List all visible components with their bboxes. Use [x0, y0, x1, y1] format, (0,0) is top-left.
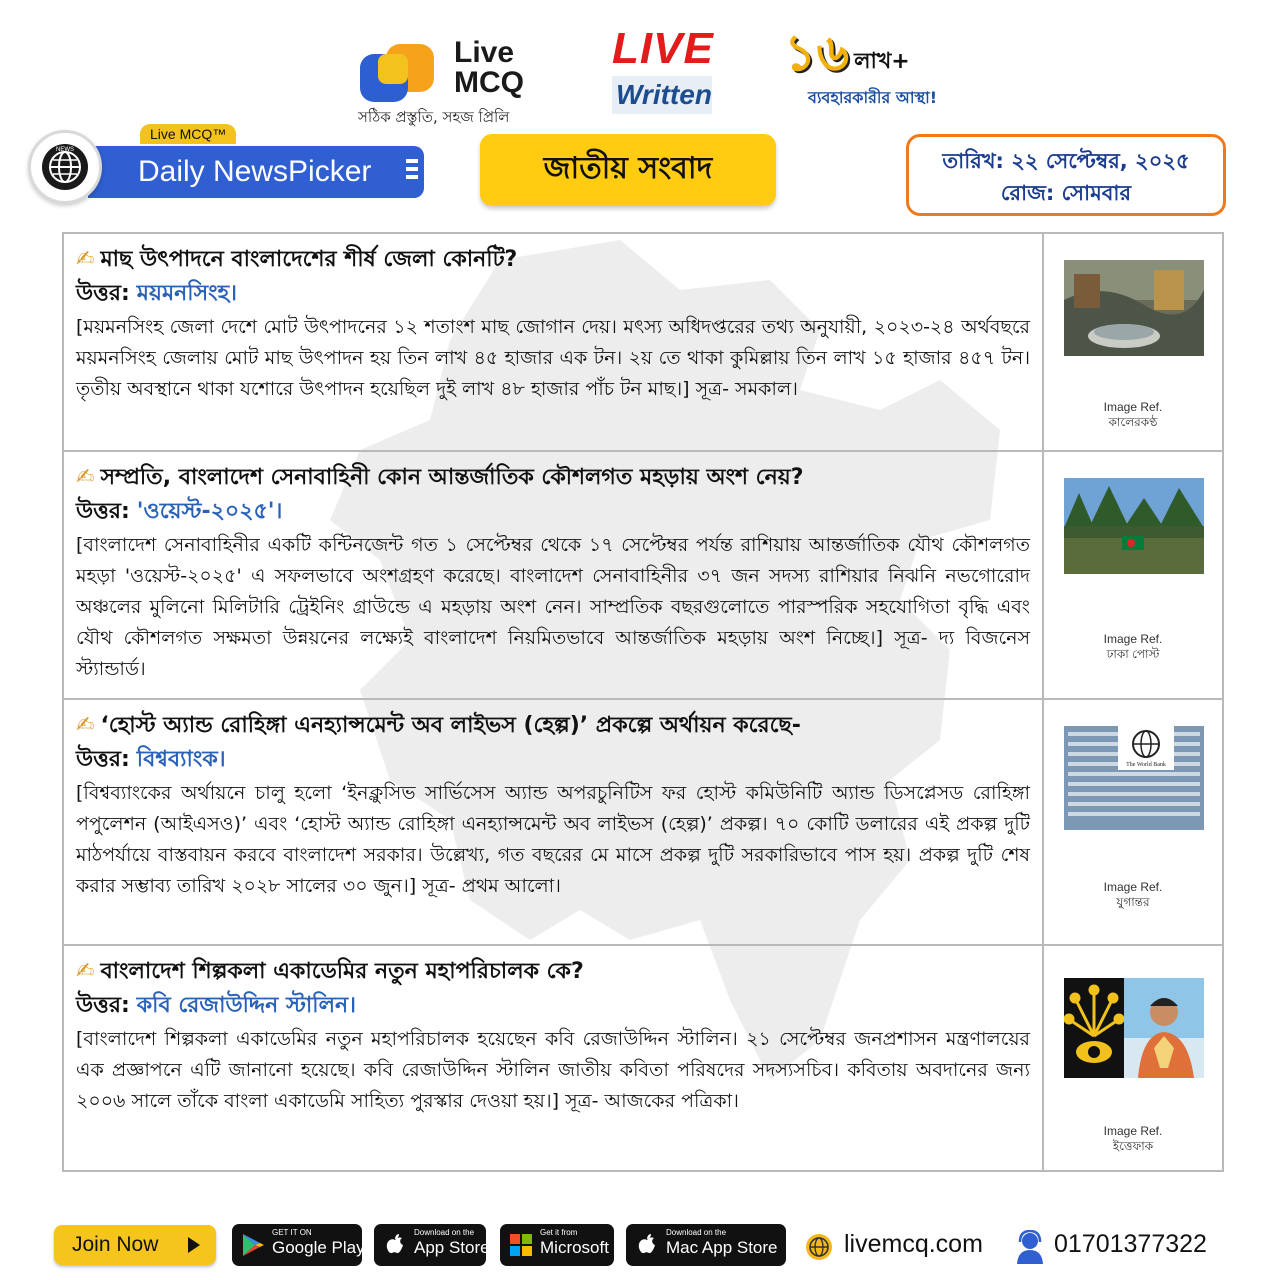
svg-text:NEWS: NEWS: [56, 147, 74, 153]
menu-lines-icon: [406, 159, 418, 183]
answer: কবি রেজাউদ্দিন স্টালিন।: [136, 993, 356, 1018]
qa-text-cell: [64, 700, 1044, 944]
category-title: জাতীয় সংবাদ: [480, 134, 776, 206]
users-badge: [784, 23, 974, 116]
newspicker-tag: Live MCQ™: [140, 124, 236, 144]
daily-newspicker-badge: [28, 124, 408, 210]
qa-row: [64, 452, 1222, 700]
logo-tagline: সঠিক প্রস্তুতি, সহজ প্রিলি: [358, 108, 510, 126]
image-cell: [1044, 234, 1222, 450]
question: ✍ বাংলাদেশ শিল্পকলা একাডেমির নতুন মহাপরিচালক কে?: [76, 959, 584, 984]
answer-line: উত্তর: 'ওয়েস্ট-২০২৫'।: [76, 499, 283, 524]
livemcq-logo-icon: [358, 42, 438, 104]
brand-header: [0, 22, 1280, 126]
written-label: Written: [612, 76, 712, 114]
image-ref: Image Ref. যুগান্তর: [1103, 880, 1163, 909]
newspicker-title: Daily NewsPicker: [138, 155, 372, 188]
qa-row: [64, 700, 1222, 946]
join-now-button[interactable]: Join Now: [54, 1225, 216, 1265]
image-ref: Image Ref. ইত্তেফাক: [1103, 1124, 1163, 1153]
date-line: তারিখ: ২২ সেপ্টেম্বর, ২০২৫: [942, 149, 1190, 173]
microsoft-icon: [508, 1232, 534, 1258]
microsoft-store-button[interactable]: Get it from Microsoft: [500, 1224, 614, 1266]
portrait-with-logo-photo: [1064, 978, 1204, 1078]
image-ref: Image Ref. ঢাকা পোস্ট: [1103, 632, 1163, 661]
detail-text: [বিশ্বব্যাংকের অর্থায়নে চালু হলো ‘ইনক্লুসিভ সার্ভিসেস অ্যান্ড অপরচুনিটিস ফর হোস্ট কমিউনিটি অ্যান্ড ডিসপ্লেসড রোহিঙ্গা পপুলেশন (আইএসও)’ এবং ‘হোস্ট অ্যান্ড রোহিঙ্গা এনহ্যান্সমেন্ট অব লাইভস (হেল্প)’ প্রকল্প। ৭০ কোটি ডলারের এই প্রকল্প দুটি মাঠপর্যায়ে বাস্তবায়ন করবে বাংলাদেশ সরকার। উল্লেখ্য, গত বছরের মে মাসে প্রকল্প দুটি সরকারিভাবে পাস হয়। প্রকল্প দুটি শেষ করার সম্ভাব্য তারিখ ২০২৮ সালের ৩০ জুন।] সূত্র- প্রথম আলো।: [76, 782, 1030, 897]
writing-hand-icon: ✍: [76, 713, 95, 738]
image-cell: [1044, 452, 1222, 698]
apple-icon: [634, 1232, 660, 1258]
users-caption: ব্যবহারকারীর আস্থা!: [808, 88, 938, 107]
writing-hand-icon: ✍: [76, 959, 95, 984]
answer: 'ওয়েস্ট-২০২৫'।: [136, 499, 283, 524]
image-ref: Image Ref. কালেরকণ্ঠ: [1103, 400, 1163, 429]
users-suffix: লাখ+: [854, 49, 910, 74]
newspicker-bar: [88, 146, 424, 198]
writing-hand-icon: ✍: [76, 247, 95, 272]
live-label: LIVE: [612, 24, 714, 73]
support-agent-icon: [1014, 1230, 1046, 1264]
answer-line: উত্তর: ময়মনসিংহ।: [76, 281, 238, 306]
svg-text:The World Bank: The World Bank: [1126, 762, 1166, 768]
google-play-icon: [240, 1232, 266, 1258]
mac-app-store-button[interactable]: Download on the Mac App Store: [626, 1224, 786, 1266]
answer: বিশ্বব্যাংক।: [136, 747, 226, 772]
logo-wordmark: Live MCQ: [454, 36, 524, 99]
answer-line: উত্তর: কবি রেজাউদ্দিন স্টালিন।: [76, 993, 356, 1018]
apple-icon: [382, 1232, 408, 1258]
qa-text-cell: [64, 234, 1044, 450]
footer: Join Now GET IT ON Google Play Download on the App Store Get it from Microsoft Download on the Mac App Store livemcq.com 01701377322: [0, 1220, 1280, 1270]
qa-row: [64, 946, 1222, 1172]
image-cell: [1044, 946, 1222, 1172]
globe-icon: [804, 1232, 834, 1262]
question: ✍ সম্প্রতি, বাংলাদেশ সেনাবাহিনী কোন আন্তর্জাতিক কৌশলগত মহড়ায় অংশ নেয়?: [76, 465, 804, 490]
qa-text-cell: [64, 452, 1044, 698]
detail-text: [ময়মনসিংহ জেলা দেশে মোট উৎপাদনের ১২ শতাংশ মাছ জোগান দেয়। মৎস্য অধিদপ্তরের তথ্য অনুযায়ী, ২০২৩-২৪ অর্থবছরে ময়মনসিংহ জেলায় মোট মাছ উৎপাদন হয় তিন লাখ ৪৫ হাজার এক টন। ২য় তে থাকা কুমিল্লায় তিন লাখ ১৫ হাজার ৪৫৭ টন। তৃতীয় অবস্থানে থাকা যশোরে উৎপাদন হয়েছিল দুই লাখ ৪৮ হাজার পাঁচ টন মাছ।] সূত্র- সমকাল।: [76, 316, 1030, 400]
date-box: [906, 134, 1226, 216]
app-store-button[interactable]: Download on the App Store: [374, 1224, 486, 1266]
writing-hand-icon: ✍: [76, 465, 95, 490]
image-cell: [1044, 700, 1222, 944]
day-line: রোজ: সোমবার: [1000, 181, 1132, 205]
answer: ময়মনসিংহ।: [136, 281, 238, 306]
users-count: ১৬: [784, 23, 849, 82]
answer-line: উত্তর: বিশ্বব্যাংক।: [76, 747, 226, 772]
fish-harvest-photo: [1064, 260, 1204, 356]
live-written-logo: [612, 26, 712, 116]
qa-text-cell: [64, 946, 1044, 1172]
world-bank-building-photo: [1064, 726, 1204, 830]
detail-text: [বাংলাদেশ শিল্পকলা একাডেমির নতুন মহাপরিচালক হয়েছেন কবি রেজাউদ্দিন স্টালিন। ২১ সেপ্টেম্বর জনপ্রশাসন মন্ত্রণালয়ের এক প্রজ্ঞাপনে এটি জানানো হয়েছে। কবি রেজাউদ্দিন স্টালিন জাতীয় কবিতা পরিষদের সদস্যসচিব। কবিতায় অবদানের জন্য ২০০৬ সালে তাঁকে বাংলা একাডেমি সাহিত্য পুরস্কার দেওয়া হয়।] সূত্র- আজকের পত্রিকা।: [76, 1028, 1030, 1112]
qa-row: [64, 234, 1222, 452]
play-arrow-icon: [188, 1237, 200, 1253]
army-exercise-photo: [1064, 478, 1204, 574]
question: ✍ ‘হোস্ট অ্যান্ড রোহিঙ্গা এনহ্যান্সমেন্ট অব লাইভস (হেল্প)’ প্রকল্পে অর্থায়ন করেছে-: [76, 713, 801, 738]
qa-table: [62, 232, 1224, 1172]
question: ✍ মাছ উৎপাদনে বাংলাদেশের শীর্ষ জেলা কোনটি?: [76, 247, 518, 272]
google-play-button[interactable]: GET IT ON Google Play: [232, 1224, 362, 1266]
detail-text: [বাংলাদেশ সেনাবাহিনীর একটি কন্টিনজেন্ট গত ১ সেপ্টেম্বর থেকে ১৭ সেপ্টেম্বর পর্যন্ত রাশিয়ায় আন্তর্জাতিক যৌথ কৌশলগত মহড়া 'ওয়েস্ট-২০২৫' এ সফলভাবে অংশগ্রহণ করেছে। বাংলাদেশ সেনাবাহিনীর ৩৭ জন সদস্য রাশিয়ার নিঝনি নভগোরোদ অঞ্চলের মুলিনো মিলিটারি ট্রেইনিং গ্রাউন্ডে এ মহড়ায় অংশ নেন। সাম্প্রতিক বছরগুলোতে পারস্পরিক সহযোগিতা বৃদ্ধি এবং যৌথ কৌশলগত সক্ষমতা উন্নয়নের লক্ষ্যেই বাংলাদেশ নিয়মিতভাবে আন্তর্জাতিক মহড়ায় অংশ নিচ্ছে।] সূত্র- দ্য বিজনেস স্ট্যান্ডার্ড।: [76, 534, 1030, 680]
news-globe-icon: [28, 130, 102, 204]
livemcq-logo: [358, 32, 548, 126]
